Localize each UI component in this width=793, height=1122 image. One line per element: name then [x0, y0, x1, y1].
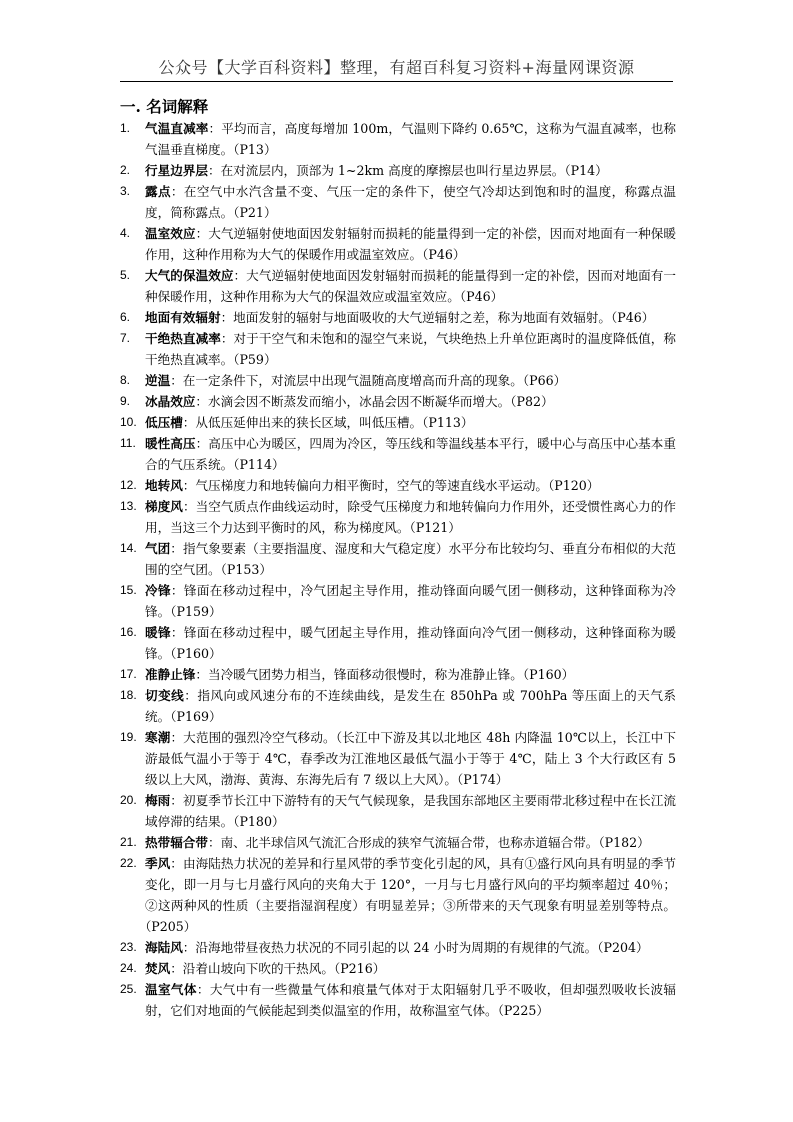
- term-definition: 南、北半球信风气流汇合形成的狭窄气流辐合带，也称赤道辐合带。: [220, 835, 599, 850]
- page-reference: （P216）: [333, 961, 386, 976]
- page-header: 公众号【大学百科资料】整理，有超百科复习资料+海量网课资源: [158, 58, 635, 77]
- term-name: 温室效应: [145, 226, 196, 241]
- term-number: 16.: [120, 625, 137, 639]
- term-separator: ：: [233, 268, 247, 283]
- term-number: 15.: [120, 583, 137, 597]
- glossary-item: [120, 412, 676, 433]
- term-number: 7.: [120, 331, 131, 345]
- term-definition: 大气逆辐射使地面因发射辐射而损耗的能量得到一定的补偿，因而对地面有一种保暖作用，这种作用称为大气的保暖作用或温室效应。: [145, 226, 677, 262]
- glossary-item: [120, 370, 676, 391]
- term-separator: ：: [195, 436, 209, 451]
- glossary-item: [120, 118, 676, 160]
- term-name: 梯度风: [145, 499, 183, 514]
- term-separator: ：: [184, 688, 198, 703]
- term-name: 焚风: [145, 961, 171, 976]
- term-name: 海陆风: [145, 940, 183, 955]
- page-reference: （P13）: [233, 142, 277, 157]
- term-definition: 地面发射的辐射与地面吸收的大气逆辐射之差，称为地面有效辐射。: [233, 310, 611, 325]
- term-number: 6.: [120, 310, 131, 324]
- term-separator: ：: [207, 163, 221, 178]
- glossary-item: [120, 181, 676, 223]
- glossary-item: [120, 832, 676, 853]
- term-name: 行星边界层: [145, 163, 208, 178]
- term-definition: 初夏季节长江中下游特有的天气气候现象，是我国东部地区主要雨带北移过程中在长江流域停滞的结果。: [145, 793, 677, 829]
- page-reference: （P46）: [610, 310, 655, 325]
- term-name: 低压槽: [145, 415, 183, 430]
- term-separator: ：: [220, 331, 234, 346]
- term-number: 13.: [120, 499, 137, 513]
- page-reference: （P82）: [510, 394, 554, 409]
- term-name: 梅雨: [145, 793, 171, 808]
- term-separator: ：: [170, 583, 184, 598]
- term-number: 2.: [120, 163, 131, 177]
- term-name: 地面有效辐射: [145, 310, 221, 325]
- term-definition: 在一定条件下，对流层中出现气温随高度增高而升高的现象。: [182, 373, 523, 388]
- page-reference: （P205）: [145, 919, 197, 934]
- term-name: 露点: [145, 184, 171, 199]
- glossary-item: [120, 475, 676, 496]
- term-definition: 锋面在移动过程中，冷气团起主导作用，推动锋面向暖气团一侧移动，这种锋面称为冷锋。: [145, 583, 677, 619]
- term-definition: 从低压延伸出来的狭长区域，叫低压槽。: [195, 415, 423, 430]
- glossary-item: [120, 685, 676, 727]
- term-definition: 大气逆辐射使地面因发射辐射而损耗的能量得到一定的补偿，因而对地面有一种保暖作用，这种作用称为大气的保温效应或温室效应。: [145, 268, 677, 304]
- term-number: 5.: [120, 268, 131, 282]
- term-separator: ：: [170, 373, 183, 388]
- term-number: 4.: [120, 226, 131, 240]
- term-number: 18.: [120, 688, 137, 702]
- glossary-item: [120, 979, 676, 1021]
- term-definition: 沿着山坡向下吹的干热风。: [182, 961, 334, 976]
- page-reference: （P204）: [597, 940, 649, 955]
- term-separator: ：: [207, 835, 221, 850]
- term-number: 21.: [120, 835, 137, 849]
- page-reference: （P14）: [564, 163, 608, 178]
- term-name: 暖性高压: [145, 436, 196, 451]
- term-separator: ：: [208, 121, 222, 136]
- page-reference: （P114）: [233, 457, 285, 472]
- term-definition: 由海陆热力状况的差异和行星风带的季节变化引起的风，具有①盛行风向具有明显的季节变化，即一月与七月盛行风向的夹角大于 120°，一月与七月盛行风向的平均频率超过 40％；②这两种风的性质（主要指湿润程度）有明显差异；③所带来的天气现象有明显差别等特点。: [145, 856, 677, 913]
- term-number: 17.: [120, 667, 137, 681]
- term-definition: 对于干空气和未饱和的湿空气来说，气块绝热上升单位距离时的温度降低值，称干绝热直减率。: [145, 331, 677, 367]
- glossary-item: [120, 307, 676, 328]
- term-separator: ：: [182, 499, 196, 514]
- term-name: 地转风: [145, 478, 183, 493]
- page-reference: （P59）: [233, 352, 277, 367]
- term-separator: ：: [170, 961, 183, 976]
- term-definition: 指风向或风速分布的不连续曲线，是发生在 850hPa 或 700hPa 等压面上的天气系统。: [145, 688, 676, 724]
- glossary-item: [120, 223, 676, 265]
- glossary-item: [120, 580, 676, 622]
- glossary-item: [120, 790, 676, 832]
- term-definition: 平均而言，高度每增加 100m，气温则下降约 0.65℃，这称为气温直减率，也称气温垂直梯度。: [145, 121, 677, 157]
- term-name: 冷锋: [145, 583, 171, 598]
- glossary-item: [120, 160, 676, 181]
- term-name: 热带辐合带: [145, 835, 208, 850]
- term-name: 干绝热直减率: [145, 331, 221, 346]
- page-reference: （P120）: [548, 478, 600, 493]
- term-separator: ：: [170, 625, 184, 640]
- term-separator: ：: [195, 394, 208, 409]
- term-definition: 大范围的强烈冷空气移动。（长江中下游及其以北地区 48h 内降温 10℃以上，长江中下游最低气温小于等于 4℃，春季改为江淮地区最低气温小于等于 4℃，陆上 3 个大行政区有 5 级以上大风，渤海、黄海、东海先后有 7 级以上大风）。: [145, 730, 676, 787]
- page-reference: （P113）: [422, 415, 474, 430]
- term-definition: 指气象要素（主要指温度、湿度和大气稳定度）水平分布比较均匀、垂直分布相似的大范围的空气团。: [145, 541, 677, 577]
- term-number: 8.: [120, 373, 131, 387]
- term-separator: ：: [182, 940, 196, 955]
- term-name: 温室气体: [145, 982, 197, 997]
- term-name: 逆温: [145, 373, 171, 388]
- term-number: 11.: [120, 436, 136, 450]
- glossary-list: [120, 118, 676, 1021]
- term-number: 9.: [120, 394, 131, 408]
- header-divider: [120, 81, 673, 82]
- term-number: 24.: [120, 961, 137, 975]
- glossary-item: [120, 937, 676, 958]
- term-definition: 在对流层内，顶部为 1~2km 高度的摩擦层也叫行星边界层。: [220, 163, 565, 178]
- term-separator: ：: [195, 667, 208, 682]
- term-name: 切变线: [145, 688, 185, 703]
- term-separator: ：: [170, 541, 183, 556]
- term-number: 19.: [120, 730, 137, 744]
- glossary-item: [120, 496, 676, 538]
- term-separator: ：: [196, 982, 210, 997]
- term-number: 10.: [120, 415, 137, 429]
- term-name: 气温直减率: [145, 121, 209, 136]
- term-number: 14.: [120, 541, 137, 555]
- section-title: 一. 名词解释: [120, 97, 209, 116]
- page-reference: （P180）: [233, 814, 285, 829]
- page-reference: （P174）: [456, 772, 509, 787]
- term-name: 暖锋: [145, 625, 171, 640]
- term-definition: 在空气中水汽含量不变、气压一定的条件下，使空气冷却达到饱和时的温度，称露点温度，简称露点。: [145, 184, 677, 220]
- term-name: 冰晶效应: [145, 394, 196, 409]
- term-separator: ：: [182, 478, 196, 493]
- term-definition: 沿海地带昼夜热力状况的不同引起的以 24 小时为周期的有规律的气流。: [195, 940, 598, 955]
- term-name: 准静止锋: [145, 667, 196, 682]
- page-reference: （P160）: [170, 646, 222, 661]
- page-reference: （P160）: [522, 667, 575, 682]
- term-definition: 当空气质点作曲线运动时，除受气压梯度力和地转偏向力作用外，还受惯性离心力的作用，当这三个力达到平衡时的风，称为梯度风。: [145, 499, 677, 535]
- glossary-item: [120, 958, 676, 979]
- term-number: 3.: [120, 184, 131, 198]
- term-number: 12.: [120, 478, 137, 492]
- page-reference: （P169）: [170, 709, 222, 724]
- page-reference: （P182）: [598, 835, 650, 850]
- term-separator: ：: [182, 415, 196, 430]
- page-reference: （P66）: [522, 373, 567, 388]
- term-number: 20.: [120, 793, 137, 807]
- term-number: 1.: [120, 121, 131, 135]
- page-reference: （P159）: [170, 604, 222, 619]
- glossary-item: [120, 853, 676, 937]
- term-definition: 大气中有一些微量气体和痕量气体对于太阳辐射几乎不吸收，但却强烈吸收长波辐射，它们对地面的气候能起到类似温室的作用，故称温室气体。: [145, 982, 677, 1018]
- page-reference: （P153）: [220, 562, 272, 577]
- term-definition: 气压梯度力和地转偏向力相平衡时，空气的等速直线水平运动。: [195, 478, 548, 493]
- glossary-item: [120, 727, 676, 790]
- glossary-item: [120, 664, 676, 685]
- glossary-item: [120, 391, 676, 412]
- glossary-item: [120, 538, 676, 580]
- term-definition: 水滴会因不断蒸发而缩小，冰晶会因不断凝华而增大。: [207, 394, 511, 409]
- term-name: 寒潮: [145, 730, 171, 745]
- term-name: 气团: [145, 541, 171, 556]
- term-separator: ：: [170, 856, 183, 871]
- term-definition: 锋面在移动过程中，暖气团起主导作用，推动锋面向冷气团一侧移动，这种锋面称为暖锋。: [145, 625, 677, 661]
- term-number: 23.: [120, 940, 137, 954]
- page-reference: （P46）: [422, 247, 466, 262]
- term-definition: 当冷暖气团势力相当，锋面移动很慢时，称为准静止锋。: [207, 667, 523, 682]
- glossary-item: [120, 622, 676, 664]
- page-reference: （P225）: [497, 1003, 550, 1018]
- page-reference: （P46）: [459, 289, 504, 304]
- term-separator: ：: [195, 226, 209, 241]
- term-name: 大气的保温效应: [145, 268, 234, 283]
- term-separator: ：: [220, 310, 234, 325]
- term-separator: ：: [170, 184, 184, 199]
- page-reference: （P121）: [409, 520, 461, 535]
- glossary-item: [120, 433, 676, 475]
- term-name: 季风: [145, 856, 171, 871]
- glossary-item: [120, 328, 676, 370]
- term-number: 22.: [120, 856, 137, 870]
- term-separator: ：: [170, 730, 184, 745]
- term-separator: ：: [170, 793, 183, 808]
- page-reference: （P21）: [233, 205, 277, 220]
- glossary-item: [120, 265, 676, 307]
- term-number: 25.: [120, 982, 137, 996]
- term-definition: 高压中心为暖区，四周为冷区，等压线和等温线基本平行，暖中心与高压中心基本重合的气压系统。: [145, 436, 677, 472]
